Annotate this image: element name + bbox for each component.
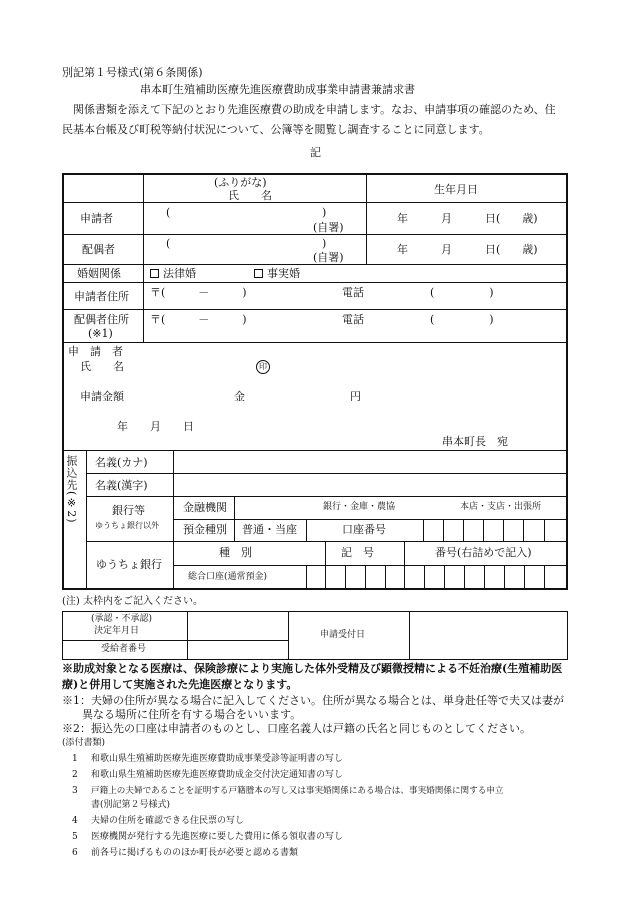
applicant-phone-label: 電話 (342, 286, 364, 299)
spouse-address-label: 配偶者住所 (74, 313, 129, 326)
form-title: 串本町生殖補助医療先進医療費助成事業申請書兼請求書 (140, 83, 415, 96)
bank-etc-note: ゆうちょ銀行以外 (95, 521, 159, 530)
bank-etc-label: 銀行等 (112, 504, 145, 517)
yucho-bank-label: ゆうちょ銀行 (96, 558, 162, 571)
applicant-paren-open: ( (166, 206, 171, 219)
account-number-label: 口座番号 (342, 523, 386, 536)
yucho-kind-header: 種 別 (219, 546, 252, 559)
attachment-item: 3 戸籍上の夫婦であることを証明する戸籍謄本の写し又は事実婚関係にある場合は、事実婚関係に関する申立 (72, 786, 504, 796)
ki-heading: 記 (310, 146, 321, 159)
fill-note: (注) 太枠内をご記入ください。 (62, 596, 203, 607)
checkbox-legal[interactable] (150, 269, 159, 278)
applicant-label: 申請者 (80, 212, 113, 225)
claim-applicant-label: 申 請 者 (68, 345, 123, 358)
birthdate-column-header: 生年月日 (434, 183, 478, 196)
form-id: 別記第１号様式(第６条関係) (62, 66, 203, 79)
note-2: ※2：振込先の口座は申請者のものとし、口座名義人は戸籍の氏名と同じものとしてください。 (62, 722, 531, 735)
claim-amount-label: 申請金額 (80, 390, 124, 403)
claim-date-field[interactable]: 年 月 日 (117, 420, 194, 433)
spouse-phone-field[interactable]: ( ) (430, 313, 494, 326)
institution-types[interactable]: 銀行・金庫・農協 (323, 502, 396, 512)
claim-kin-label: 金 (234, 390, 245, 403)
transfer-side-label: 振込先(※2) (65, 455, 78, 524)
attachment-item: 4 夫婦の住所を確認できる住民票の写し (72, 816, 245, 826)
approval-label: (承認・不承認) (91, 614, 153, 624)
spouse-label: 配偶者 (82, 243, 115, 256)
intro-line-2: 民基本台帳及び町税等納付状況について、公簿等を閲覧し調査することに同意します。 (62, 123, 490, 136)
spouse-paren-close: ) (322, 237, 327, 250)
received-date-label: 申請受付日 (320, 630, 366, 640)
claim-en-label: 円 (350, 390, 361, 403)
branch-types[interactable]: 本店・支店・出張所 (460, 502, 542, 512)
applicant-signature-note: (自署) (313, 221, 344, 234)
spouse-signature-note: (自署) (313, 251, 344, 264)
attachments-header: (添付書類) (62, 738, 106, 748)
note-1-line-2: 異なる場所に住所を有する場合をいいます。 (82, 708, 302, 721)
spouse-address-note: (※1) (88, 327, 113, 340)
option-defacto-marriage[interactable]: 事実婚 (254, 268, 300, 279)
claim-name-label: 氏 名 (80, 360, 124, 373)
option-legal-marriage[interactable]: 法律婚 (150, 268, 196, 279)
bold-note-line-1: ※助成対象となる医療は、保険診療により実施した体外受精及び顕微授精による不妊治療(生殖補助医 (62, 662, 563, 675)
checkbox-defacto[interactable] (254, 269, 263, 278)
yucho-number-header: 番号(右詰めで記入) (435, 546, 532, 559)
note-1-line-1: ※1：夫婦の住所が異なる場合に記入してください。住所が異なる場合とは、単身赴任等で夫又は妻が (62, 694, 564, 707)
yucho-account-kind: 総合口座(通常預金) (188, 572, 268, 582)
applicant-paren-close: ) (322, 206, 327, 219)
addressee: 串本町長 宛 (442, 435, 508, 448)
spouse-postal-field[interactable]: 〒( － ) (150, 313, 247, 326)
applicant-phone-field[interactable]: ( ) (430, 286, 494, 299)
spouse-birthdate-field[interactable]: 年 月 日( 歳) (397, 243, 538, 256)
intro-line-1: 関係書類を添えて下記のとおり先進医療費の助成を申請します。なお、申請事項の確認のため、住 (73, 103, 556, 116)
institution-label: 金融機関 (183, 501, 227, 514)
yucho-symbol-header: 記 号 (341, 546, 374, 559)
applicant-address-label: 申請者住所 (74, 290, 129, 303)
account-name-kanji-label: 名義(漢字) (95, 479, 148, 492)
bold-note-line-2: 療)と併用して実施された先進医療となります。 (62, 678, 298, 691)
name-column-header: 氏 名 (228, 189, 272, 202)
attachment-item: 1 和歌山県生殖補助医療先進医療費助成事業受診等証明書の写し (72, 754, 344, 764)
marital-status-label: 婚姻関係 (77, 267, 121, 280)
attachment-item: 2 和歌山県生殖補助医療先進医療費助成金交付決定通知書の写し (72, 770, 344, 780)
deposit-type-label: 預金種別 (183, 523, 227, 536)
account-name-kana-label: 名義(カナ) (95, 456, 148, 469)
applicant-postal-field[interactable]: 〒( － ) (150, 286, 247, 299)
attachments-list (62, 754, 568, 864)
spouse-paren-open: ( (166, 237, 171, 250)
attachment-item: 6 前各号に掲げるもののほか町長が必要と認める書類 (72, 848, 299, 858)
furigana-label: (ふりがな) (214, 176, 267, 189)
attachment-item: 書(別記第２号様式) (91, 800, 171, 810)
seal-icon: 印 (256, 360, 270, 374)
receipt-number-label: 受給者番号 (101, 644, 147, 654)
spouse-phone-label: 電話 (342, 313, 364, 326)
attachment-item: 5 医療機関が発行する先進医療に要した費用に係る領収書の写し (72, 832, 344, 842)
applicant-birthdate-field[interactable]: 年 月 日( 歳) (397, 212, 538, 225)
decision-date-label: 決定年月日 (94, 626, 140, 636)
deposit-type-options[interactable]: 普通・当座 (242, 523, 297, 536)
